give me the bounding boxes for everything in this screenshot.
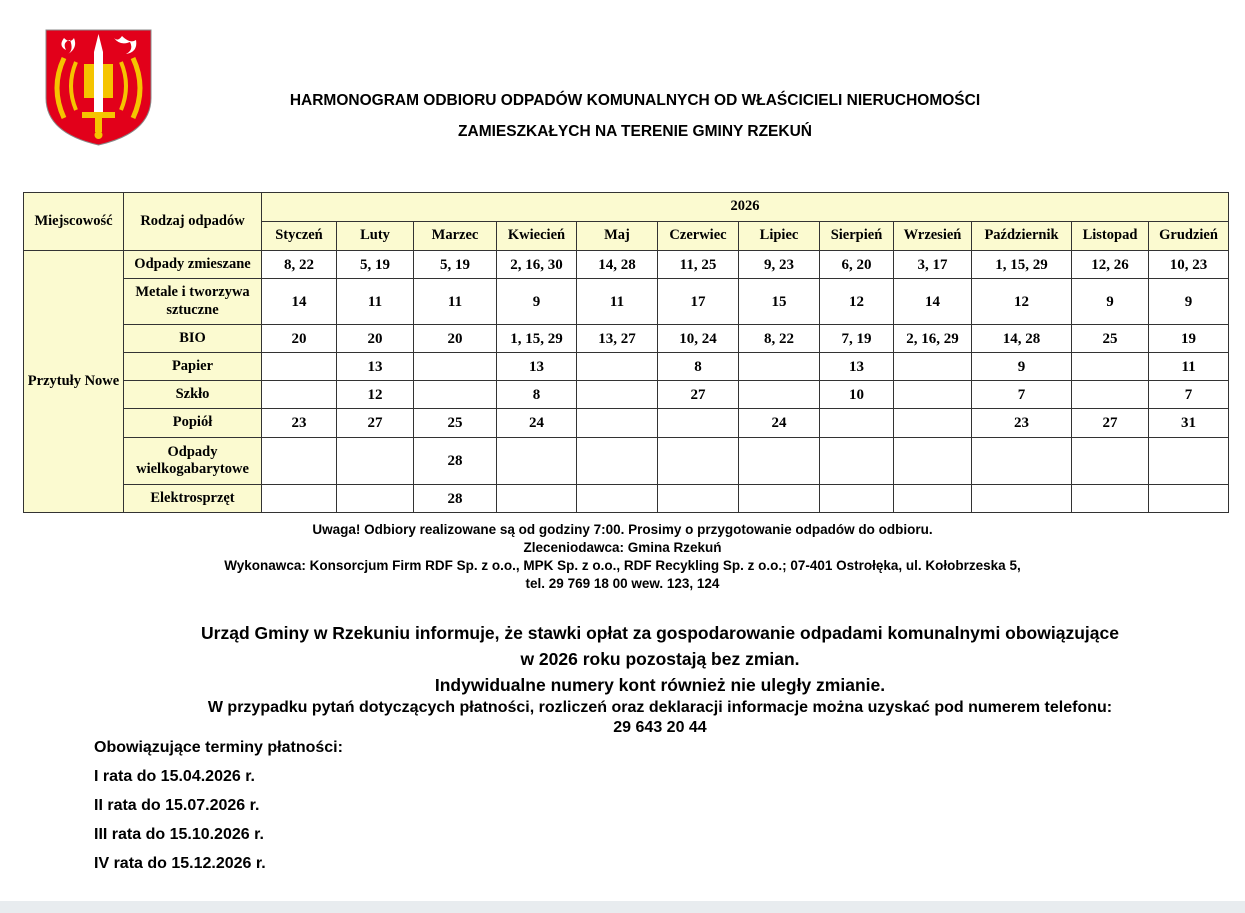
date-cell: 9	[1072, 279, 1149, 325]
date-cell: 8, 22	[262, 251, 337, 279]
date-cell: 20	[414, 325, 497, 353]
table-row	[24, 409, 1229, 438]
date-cell	[1149, 485, 1229, 513]
date-cell: 13	[820, 353, 894, 381]
month-header: Październik	[972, 222, 1072, 251]
date-cell: 9	[497, 279, 577, 325]
date-cell	[497, 485, 577, 513]
note-contractor: Wykonawca: Konsorcjum Firm RDF Sp. z o.o., MPK Sp. z o.o., RDF Recykling Sp. z o.o.; 07-401 Ostrołęka, ul. Kołobrzeska 5,	[224, 558, 1021, 573]
waste-type-cell: Papier	[124, 353, 262, 381]
date-cell: 23	[262, 409, 337, 438]
table-row	[24, 279, 1229, 325]
info-line3: Indywidualne numery kont również nie uległy zmianie.	[434, 675, 886, 695]
date-cell	[262, 438, 337, 485]
date-cell: 12, 26	[1072, 251, 1149, 279]
payment-terms	[94, 737, 343, 882]
date-cell	[739, 485, 820, 513]
date-cell: 9, 23	[739, 251, 820, 279]
note-phone: tel. 29 769 18 00 wew. 123, 124	[525, 576, 720, 591]
date-cell: 1, 15, 29	[972, 251, 1072, 279]
month-header: Luty	[337, 222, 414, 251]
date-cell	[739, 353, 820, 381]
date-cell	[1072, 381, 1149, 409]
date-cell	[820, 485, 894, 513]
info-line5: 29 643 20 44	[613, 719, 707, 736]
waste-type-cell: Elektrosprzęt	[124, 485, 262, 513]
date-cell: 1, 15, 29	[497, 325, 577, 353]
document-title-line2: ZAMIESZKAŁYCH NA TERENIE GMINY RZEKUŃ	[458, 123, 812, 140]
date-cell: 14, 28	[577, 251, 658, 279]
date-cell: 7	[972, 381, 1072, 409]
date-cell	[894, 353, 972, 381]
waste-type-cell: Odpady wielkogabarytowe	[124, 438, 262, 485]
date-cell: 27	[658, 381, 739, 409]
date-cell: 14	[894, 279, 972, 325]
date-cell	[894, 438, 972, 485]
info-block	[70, 620, 1245, 738]
date-cell: 23	[972, 409, 1072, 438]
table-row	[24, 251, 1229, 279]
date-cell: 9	[1149, 279, 1229, 325]
date-cell: 3, 17	[894, 251, 972, 279]
date-cell	[658, 438, 739, 485]
header-year: 2026	[262, 193, 1229, 222]
date-cell	[739, 438, 820, 485]
date-cell: 7, 19	[820, 325, 894, 353]
payment-term-2: II rata do 15.07.2026 r.	[94, 797, 260, 814]
table-row	[24, 485, 1229, 513]
table-row	[24, 353, 1229, 381]
date-cell: 27	[337, 409, 414, 438]
date-cell: 11	[1149, 353, 1229, 381]
month-header: Marzec	[414, 222, 497, 251]
date-cell	[1072, 353, 1149, 381]
info-line2: w 2026 roku pozostają bez zmian.	[520, 649, 800, 669]
month-header: Maj	[577, 222, 658, 251]
date-cell	[1072, 438, 1149, 485]
date-cell: 24	[497, 409, 577, 438]
date-cell	[337, 485, 414, 513]
date-cell	[262, 381, 337, 409]
date-cell	[414, 381, 497, 409]
date-cell: 19	[1149, 325, 1229, 353]
date-cell	[972, 485, 1072, 513]
date-cell: 11	[414, 279, 497, 325]
date-cell: 24	[739, 409, 820, 438]
bottom-divider	[0, 901, 1245, 913]
date-cell	[577, 353, 658, 381]
document-title-line1: HARMONOGRAM ODBIORU ODPADÓW KOMUNALNYCH OD WŁAŚCICIELI NIERUCHOMOŚCI	[289, 92, 981, 109]
note-warning: Uwaga! Odbiory realizowane są od godziny 7:00. Prosimy o przygotowanie odpadów do odbioru.	[312, 522, 933, 537]
date-cell	[1149, 438, 1229, 485]
date-cell	[894, 485, 972, 513]
month-header: Kwiecień	[497, 222, 577, 251]
date-cell	[497, 438, 577, 485]
date-cell: 2, 16, 30	[497, 251, 577, 279]
date-cell: 12	[337, 381, 414, 409]
waste-type-cell: Metale i tworzywa sztuczne	[124, 279, 262, 325]
month-header: Styczeń	[262, 222, 337, 251]
date-cell: 10, 23	[1149, 251, 1229, 279]
info-line4: W przypadku pytań dotyczących płatności, rozliczeń oraz deklaracji informacje można uzyskać pod numerem telefonu:	[207, 699, 1113, 716]
month-header: Listopad	[1072, 222, 1149, 251]
payment-term-3: III rata do 15.10.2026 r.	[94, 826, 264, 843]
coat-of-arms-icon	[44, 28, 153, 147]
month-header: Grudzień	[1149, 222, 1229, 251]
table-row	[24, 325, 1229, 353]
waste-type-cell: BIO	[124, 325, 262, 353]
waste-type-cell: Szkło	[124, 381, 262, 409]
date-cell: 20	[337, 325, 414, 353]
schedule-table	[23, 192, 1229, 513]
date-cell: 28	[414, 438, 497, 485]
date-cell	[972, 438, 1072, 485]
date-cell: 11, 25	[658, 251, 739, 279]
payment-heading: Obowiązujące terminy płatności:	[94, 739, 343, 756]
date-cell: 12	[972, 279, 1072, 325]
date-cell: 27	[1072, 409, 1149, 438]
date-cell: 28	[414, 485, 497, 513]
date-cell	[337, 438, 414, 485]
table-row	[24, 438, 1229, 485]
date-cell: 15	[739, 279, 820, 325]
date-cell: 5, 19	[414, 251, 497, 279]
date-cell: 25	[1072, 325, 1149, 353]
date-cell: 20	[262, 325, 337, 353]
date-cell: 13, 27	[577, 325, 658, 353]
date-cell	[894, 381, 972, 409]
header-location: Miejscowość	[24, 193, 124, 251]
table-row	[24, 381, 1229, 409]
date-cell	[577, 409, 658, 438]
month-header: Sierpień	[820, 222, 894, 251]
date-cell: 14, 28	[972, 325, 1072, 353]
date-cell: 2, 16, 29	[894, 325, 972, 353]
date-cell	[577, 438, 658, 485]
date-cell: 13	[497, 353, 577, 381]
month-header: Wrzesień	[894, 222, 972, 251]
date-cell	[658, 409, 739, 438]
date-cell: 12	[820, 279, 894, 325]
date-cell: 5, 19	[337, 251, 414, 279]
location-cell: Przytuły Nowe	[24, 251, 124, 513]
date-cell	[414, 353, 497, 381]
date-cell	[658, 485, 739, 513]
waste-type-cell: Popiół	[124, 409, 262, 438]
date-cell: 14	[262, 279, 337, 325]
date-cell: 8	[658, 353, 739, 381]
date-cell	[577, 381, 658, 409]
date-cell: 7	[1149, 381, 1229, 409]
date-cell	[262, 485, 337, 513]
note-client: Zleceniodawca: Gmina Rzekuń	[523, 540, 722, 555]
payment-term-4: IV rata do 15.12.2026 r.	[94, 855, 266, 872]
date-cell: 11	[577, 279, 658, 325]
header-waste-type: Rodzaj odpadów	[124, 193, 262, 251]
date-cell: 25	[414, 409, 497, 438]
month-header: Czerwiec	[658, 222, 739, 251]
date-cell: 10	[820, 381, 894, 409]
date-cell	[262, 353, 337, 381]
date-cell	[820, 438, 894, 485]
date-cell	[820, 409, 894, 438]
date-cell: 11	[337, 279, 414, 325]
date-cell	[739, 381, 820, 409]
date-cell: 8	[497, 381, 577, 409]
date-cell: 13	[337, 353, 414, 381]
payment-term-1: I rata do 15.04.2026 r.	[94, 768, 255, 785]
date-cell: 6, 20	[820, 251, 894, 279]
date-cell	[894, 409, 972, 438]
date-cell	[577, 485, 658, 513]
date-cell	[1072, 485, 1149, 513]
waste-type-cell: Odpady zmieszane	[124, 251, 262, 279]
date-cell: 8, 22	[739, 325, 820, 353]
date-cell: 10, 24	[658, 325, 739, 353]
date-cell: 17	[658, 279, 739, 325]
info-line1: Urząd Gminy w Rzekuniu informuje, że stawki opłat za gospodarowanie odpadami komunalnymi obowiązujące	[201, 623, 1119, 643]
date-cell: 31	[1149, 409, 1229, 438]
month-header: Lipiec	[739, 222, 820, 251]
date-cell: 9	[972, 353, 1072, 381]
